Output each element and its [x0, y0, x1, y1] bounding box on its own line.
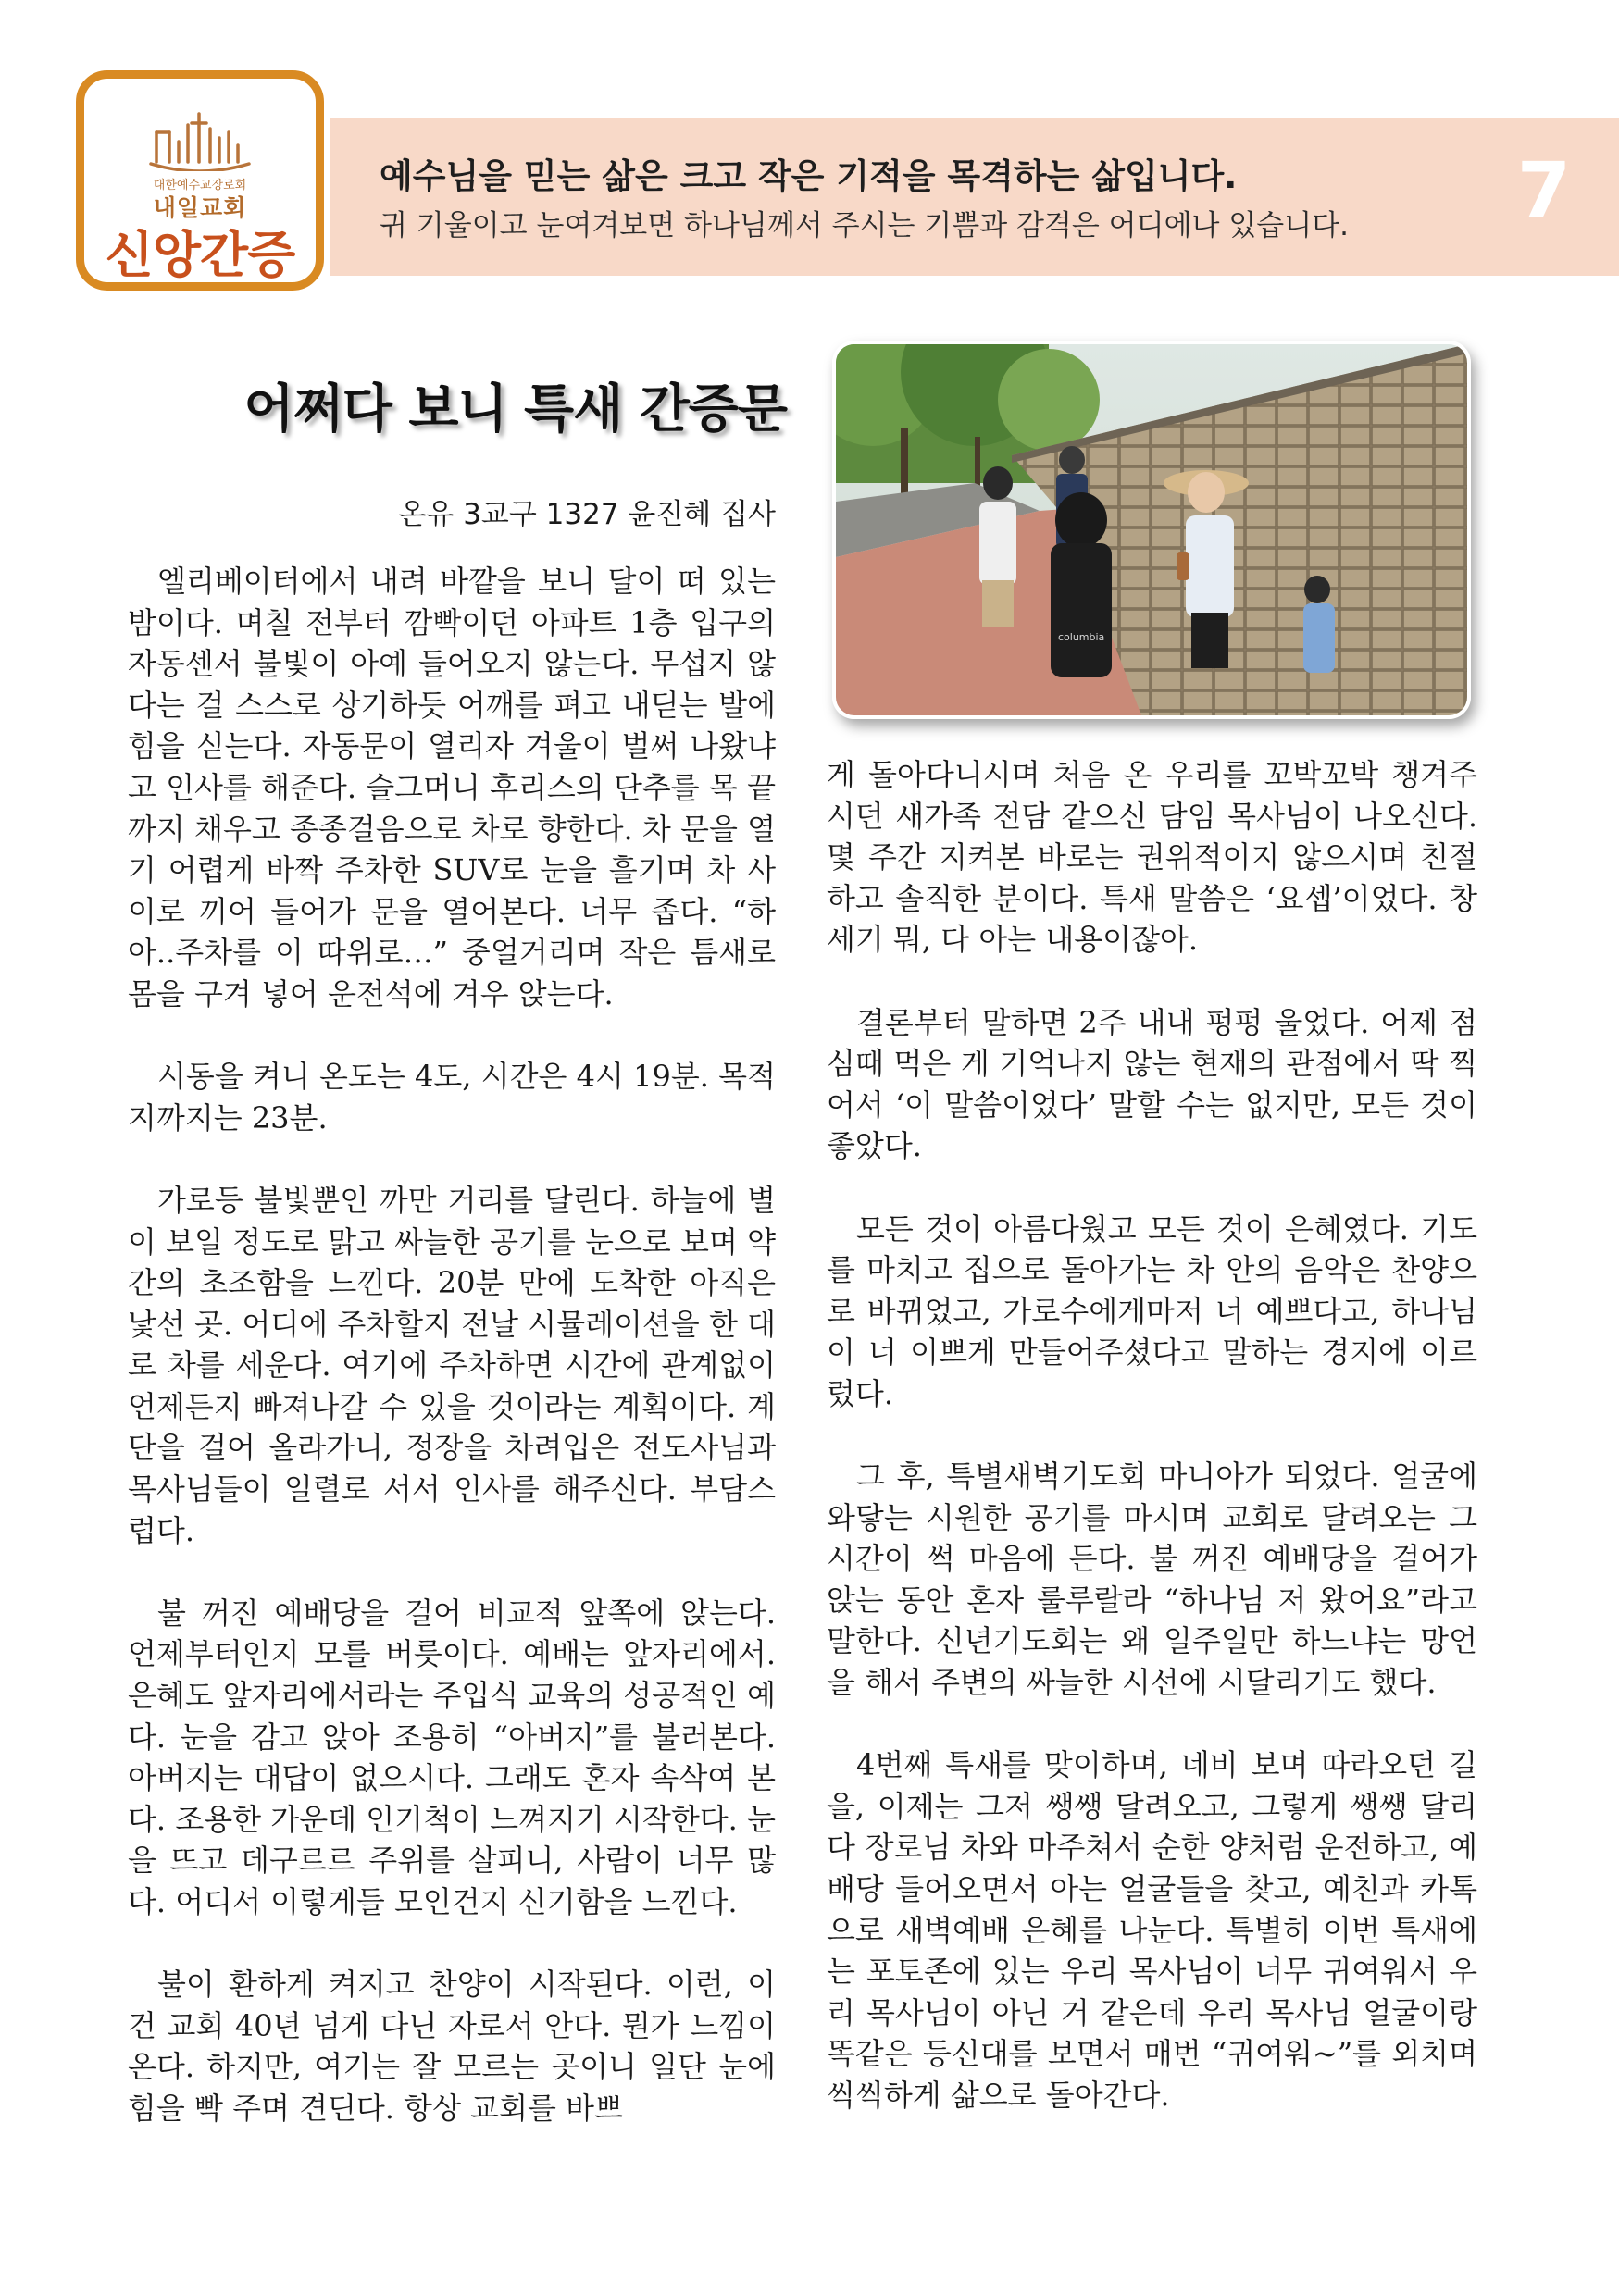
paragraph: 결론부터 말하면 2주 내내 펑펑 울었다. 어제 점심때 먹은 게 기억나지 않는 현재의 관점에서 딱 찍어서 ‘이 말씀이었다’ 말할 수는 없지만, 모든 것이 좋았다.	[827, 1004, 1477, 1164]
article-right-column	[827, 754, 1477, 2157]
logo-denomination: 대한예수교장로회	[153, 179, 247, 192]
church-skyline-icon	[149, 105, 251, 171]
paragraph: 4번째 특새를 맞이하며, 네비 보며 따라오던 길을, 이제는 그저 쌩쌩 달려오고, 그렇게 쌩쌩 달리다 장로님 차와 마주쳐서 순한 양처럼 운전하고, 예배당 들어오면서 아는 얼굴들을 찾고, 예친과 카톡으로 새벽예배 은혜를 나눈다. 특별히 이번 특새에는 포토존에 있는 우리 목사님이 너무 귀여워서 우리 목사님이 아닌 거 같은데 우리 목사님 얼굴이랑 똑같은 등신대를 보면서 매번 “귀여워~”를 외치며 씩씩하게 삶으로 돌아간다.	[827, 1747, 1477, 2113]
photo-shirt-text: columbia	[1058, 631, 1105, 643]
paragraph: 불 꺼진 예배당을 걸어 비교적 앞쪽에 앉는다. 언제부터인지 모를 버릇이다. 예배는 앞자리에서. 은혜도 앞자리에서라는 주입식 교육의 성공적인 예다. 눈을 감고 앉아 조용히 “아버지”를 불러본다. 아버지는 대답이 없으시다. 그래도 혼자 속삭여 본다. 조용한 가운데 인기척이 느껴지기 시작한다. 눈을 뜨고 데구르르 주위를 살피니, 사람이 너무 많다. 어디서 이렇게들 모인건지 신기함을 느낀다.	[128, 1595, 777, 1919]
article-title: 어쩌다 보니 특새 간증문	[243, 379, 787, 440]
paragraph: 엘리베이터에서 내려 바깥을 보니 달이 떠 있는 밤이다. 며칠 전부터 깜빡이던 아파트 1층 입구의 자동센서 불빛이 아예 들어오지 않는다. 무섭지 않다는 걸 스스로 상기하듯 어깨를 펴고 내딛는 발에 힘을 싣는다. 자동문이 열리자 겨울이 벌써 나왔냐고 인사를 해준다. 슬그머니 후리스의 단추를 목 끝까지 채우고 종종걸음으로 차로 향한다. 차 문을 열기 어렵게 바짝 주차한 SUV로 눈을 흘기며 차 사이로 끼어 들어가 문을 열어본다. 너무 좁다. “하아..주차를 이 따위로…” 중얼거리며 작은 틈새로 몸을 구겨 넣어 운전석에 겨우 앉는다.	[128, 564, 776, 1011]
logo-section-title: 신앙간증	[105, 226, 295, 284]
article-photo	[832, 341, 1471, 719]
article-left-column	[128, 561, 776, 2170]
page-number: 7	[1516, 145, 1572, 236]
paragraph: 모든 것이 아름다웠고 모든 것이 은혜였다. 기도를 마치고 집으로 돌아가는 차 안의 음악은 찬양으로 바뀌었고, 가로수에게마저 너 예쁘다고, 하나님이 너 이쁘게 만들어주셨다고 말하는 경지에 이르렀다.	[827, 1210, 1477, 1411]
logo-church-name: 내일교회	[153, 194, 247, 221]
header-headline: 예수님을 믿는 삶은 크고 작은 기적을 목격하는 삶입니다.	[380, 156, 1238, 196]
paragraph: 게 돌아다니시며 처음 온 우리를 꼬박꼬박 챙겨주시던 새가족 전담 같으신 담임 목사님이 나오신다. 몇 주간 지켜본 바로는 권위적이지 않으시며 친절하고 솔직한 분이다. 특새 말씀은 ‘요셉’이었다. 창세기 뭐, 다 아는 내용이잖아.	[827, 757, 1477, 958]
paragraph: 가로등 불빛뿐인 까만 거리를 달린다. 하늘에 별이 보일 정도로 맑고 싸늘한 공기를 눈으로 보며 약간의 초조함을 느낀다. 20분 만에 도착한 아직은 낯선 곳. 어디에 주차할지 전날 시뮬레이션을 한 대로 차를 세운다. 여기에 주차하면 시간에 관계없이 언제든지 빠져나갈 수 있을 것이라는 계획이다. 계단을 걸어 올라가니, 정장을 차려입은 전도사님과 목사님들이 일렬로 서서 인사를 해주신다. 부담스럽다.	[128, 1182, 776, 1548]
paragraph: 그 후, 특별새벽기도회 마니아가 되었다. 얼굴에 와닿는 시원한 공기를 마시며 교회로 달려오는 그 시간이 썩 마음에 든다. 불 꺼진 예배당을 걸어가 앉는 동안 혼자 룰루랄라 “하나님 저 왔어요”라고 말한다. 신년기도회는 왜 일주일만 하느냐는 망언을 해서 주변의 싸늘한 시선에 시달리기도 했다.	[827, 1458, 1477, 1701]
paragraph: 시동을 켜니 온도는 4도, 시간은 4시 19분. 목적지까지는 23분.	[128, 1059, 776, 1136]
paragraph: 불이 환하게 켜지고 찬양이 시작된다. 이런, 이건 교회 40년 넘게 다닌 자로서 안다. 뭔가 느낌이 온다. 하지만, 여기는 잘 모르는 곳이니 일단 눈에 힘을 빡 주며 견딘다. 항상 교회를 바쁘	[128, 1967, 776, 2126]
header-subline: 귀 기울이고 눈여겨보면 하나님께서 주시는 기쁨과 감격은 어디에나 있습니다.	[380, 209, 1349, 242]
section-logo	[76, 70, 324, 291]
article-author: 온유 3교구 1327 윤진혜 집사	[398, 498, 776, 531]
